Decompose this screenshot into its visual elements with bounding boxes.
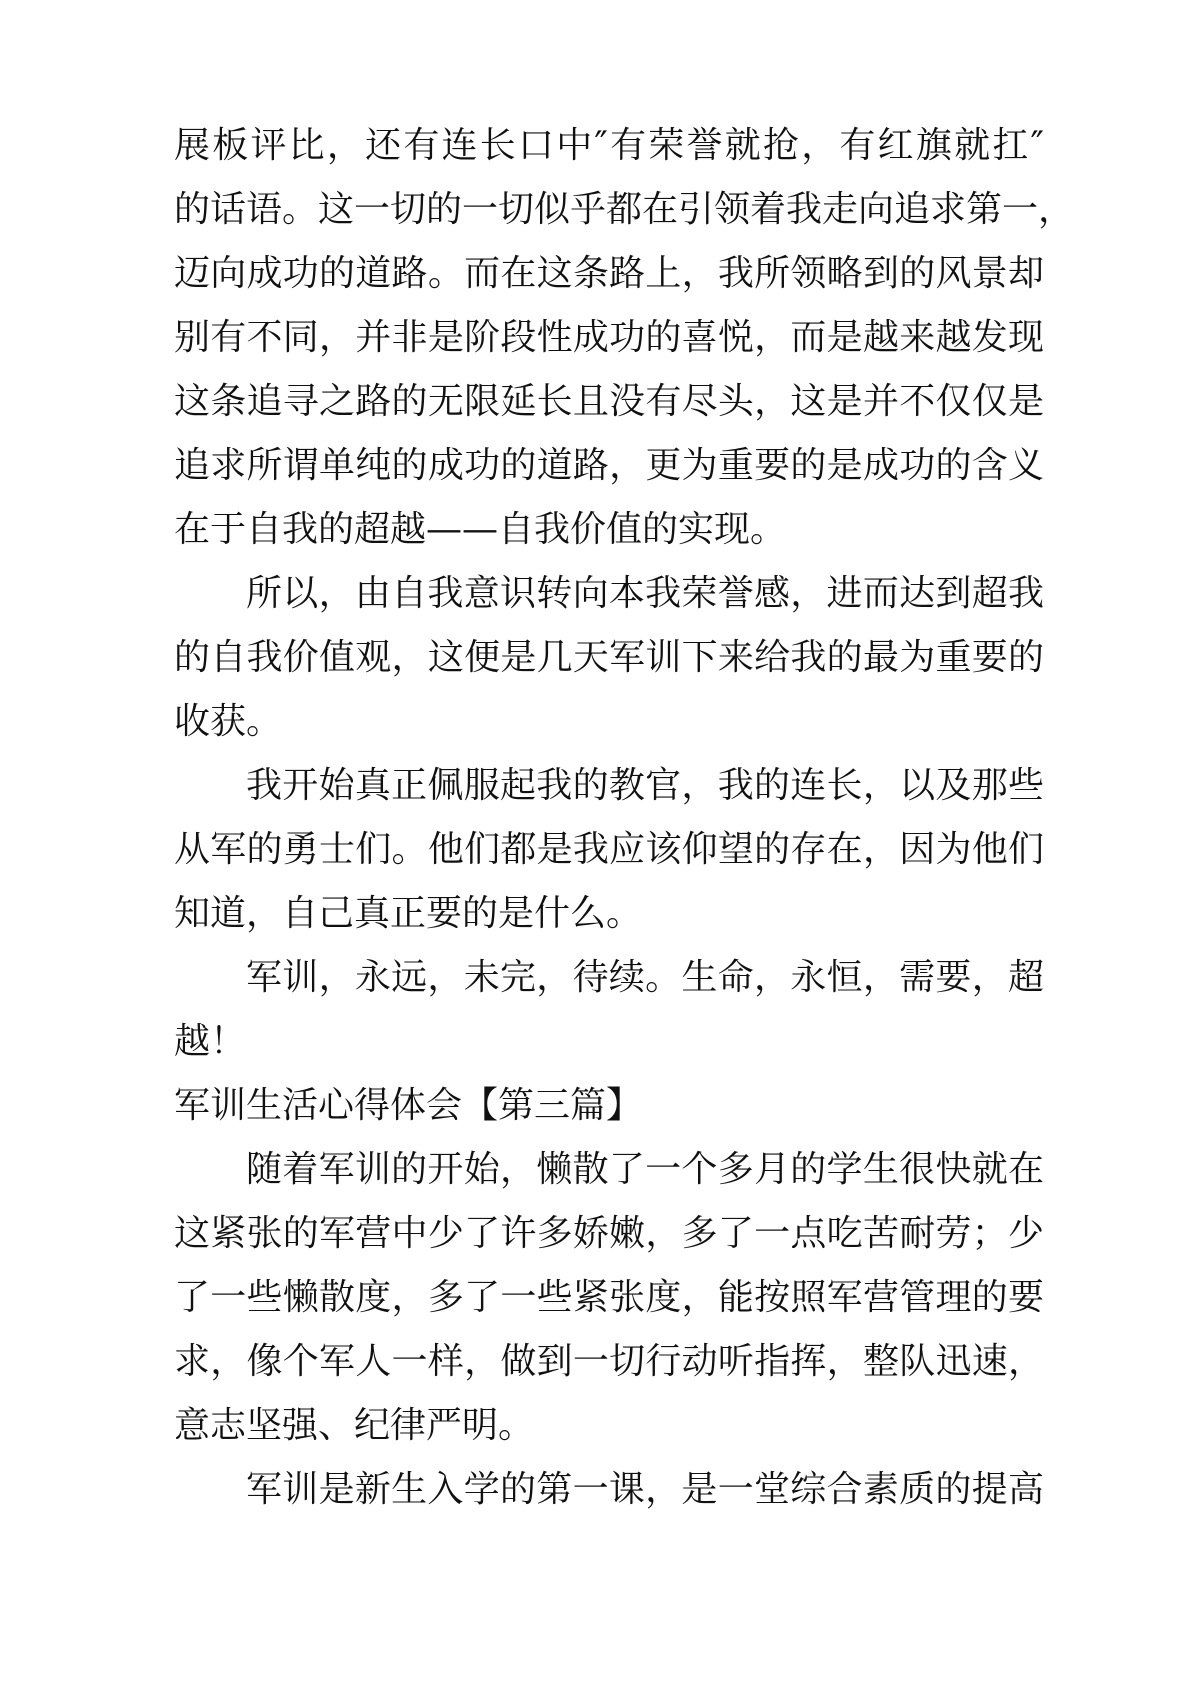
text-line: 的话语。这一切的一切似乎都在引领着我走向追求第一，: [174, 189, 1075, 230]
text-line: 知道，自己真正要的是什么。: [174, 893, 643, 934]
text-line: 这紧张的军营中少了许多娇嫩，多了一点吃苦耐劳；少: [174, 1213, 1044, 1254]
paragraph-first-line: 随着军训的开始，懒散了一个多月的学生很快就在: [246, 1149, 1044, 1190]
text-line: 越！: [174, 1021, 247, 1062]
text-line: 收获。: [174, 701, 283, 742]
text-line: 求，像个军人一样，做到一切行动听指挥，整队迅速，: [174, 1341, 1044, 1382]
text-line: 意志坚强、纪律严明。: [174, 1405, 535, 1446]
text-line: 在于自我的超越——自我价值的实现。: [174, 509, 787, 550]
text-line: 追求所谓单纯的成功的道路，更为重要的是成功的含义: [174, 445, 1044, 486]
paragraph-first-line: 军训，永远，未完，待续。生命，永恒，需要，超: [246, 957, 1044, 998]
text-line: 从军的勇士们。他们都是我应该仰望的存在，因为他们: [174, 829, 1044, 870]
text-line: 这条追寻之路的无限延长且没有尽头，这是并不仅仅是: [174, 381, 1044, 422]
section-heading: 军训生活心得体会【第三篇】: [174, 1085, 643, 1126]
text-line: 的自我价值观，这便是几天军训下来给我的最为重要的: [174, 637, 1044, 678]
paragraph-first-line: 我开始真正佩服起我的教官，我的连长，以及那些: [246, 765, 1044, 806]
text-line: 别有不同，并非是阶段性成功的喜悦，而是越来越发现: [174, 317, 1044, 358]
document-body: [174, 114, 1075, 1522]
text-line: 迈向成功的道路。而在这条路上，我所领略到的风景却: [174, 253, 1044, 294]
text-line: 了一些懒散度，多了一些紧张度，能按照军营管理的要: [174, 1277, 1044, 1318]
paragraph-first-line: 所以，由自我意识转向本我荣誉感，进而达到超我: [246, 573, 1044, 614]
paragraph-first-line: 军训是新生入学的第一课，是一堂综合素质的提高: [246, 1469, 1044, 1510]
text-line: 展板评比，还有连长口中″有荣誉就抢，有红旗就扛″: [174, 125, 1044, 166]
